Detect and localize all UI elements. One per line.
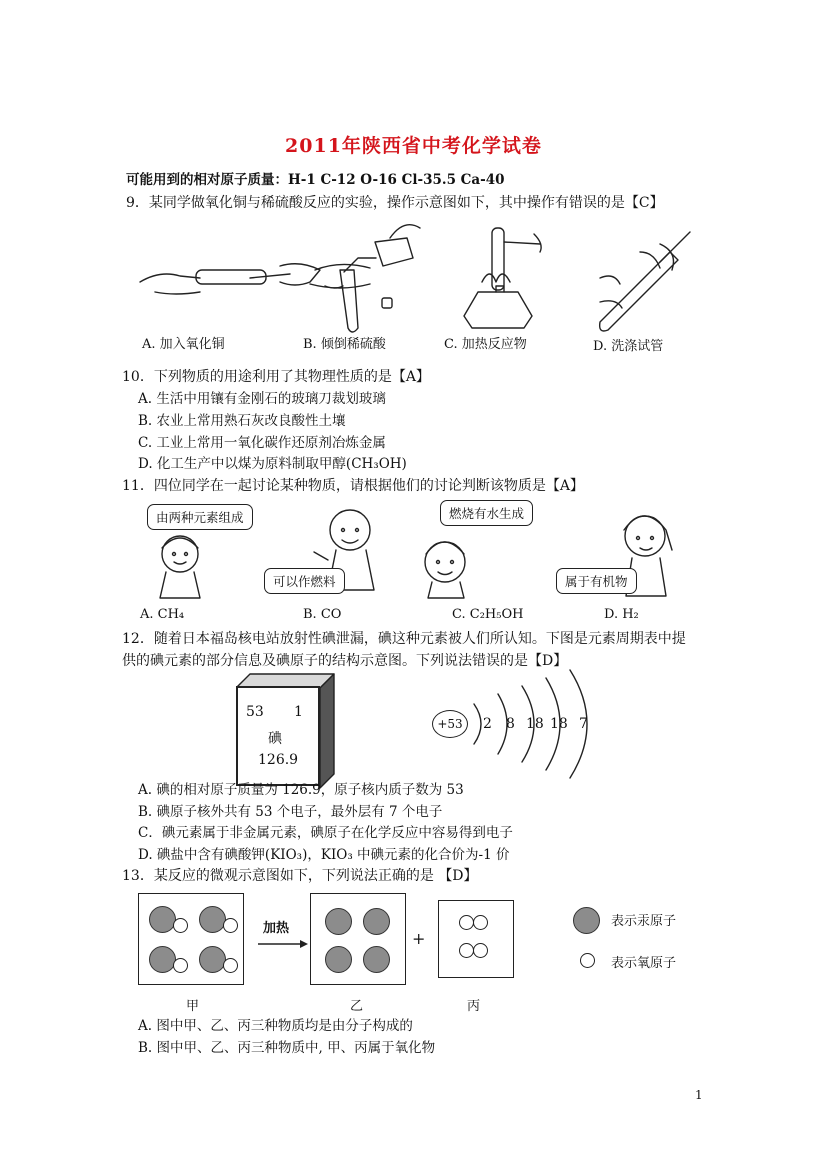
shell-1-electrons: 2 [483, 716, 492, 732]
mercury-atom [199, 946, 226, 973]
oxygen-atom [473, 943, 488, 958]
q13-option-a: A. 图中甲、乙、丙三种物质均是由分子构成的 [138, 1018, 413, 1034]
legend-mercury-icon [573, 907, 600, 934]
reactant-box-jia [138, 893, 244, 985]
heating-label: 加热 [263, 921, 290, 936]
cell-charge: 1 [294, 704, 303, 720]
legend-oxygen-icon [580, 953, 595, 968]
q11-caption-c: C. C₂H₅OH [452, 607, 524, 622]
page-title: 2011年陕西省中考化学试卷 [285, 135, 542, 157]
box-label-bing: 丙 [467, 999, 481, 1014]
oxygen-atom [459, 943, 474, 958]
q12-option-d: D. 碘盐中含有碘酸钾(KIO₃)，KIO₃ 中碘元素的化合价为-1 价 [138, 847, 510, 863]
q9-figure-d [600, 232, 690, 331]
q11-stem: 11．四位同学在一起讨论某种物质，请根据他们的讨论判断该物质是【A】 [122, 478, 584, 494]
q9-caption-a: A. 加入氧化铜 [142, 337, 225, 352]
mercury-atom [363, 946, 390, 973]
q9-caption-b: B. 倾倒稀硫酸 [303, 337, 386, 352]
product-box-yi [310, 893, 406, 985]
iodine-periodic-cell [236, 672, 322, 776]
q9-caption-d: D. 洗涤试管 [593, 339, 664, 354]
mercury-atom [325, 946, 352, 973]
q13-stem: 13．某反应的微观示意图如下，下列说法正确的是 【D】 [122, 868, 478, 884]
atom-nucleus: +53 [432, 710, 468, 738]
q10-option-d: D. 化工生产中以煤为原料制取甲醇(CH₃OH) [138, 456, 407, 472]
plus-sign: + [412, 929, 426, 948]
box-label-yi: 乙 [350, 999, 364, 1014]
oxygen-atom [473, 915, 488, 930]
q12-stem-line2: 供的碘元素的部分信息及碘原子的结构示意图。下列说法错误的是【D】 [122, 653, 568, 669]
q10-stem: 10．下列物质的用途利用了其物理性质的是【A】 [122, 369, 430, 385]
q9-figure-a [140, 264, 370, 294]
mercury-atom [149, 946, 176, 973]
shell-3-electrons: 18 [526, 716, 544, 732]
relative-atomic-masses: 可能用到的相对原子质量：H-1 C-12 O-16 Cl-35.5 Ca-40 [126, 172, 505, 188]
q12-option-c: C．碘元素属于非金属元素，碘原子在化学反应中容易得到电子 [138, 825, 513, 841]
product-box-bing [438, 900, 514, 978]
q11-caption-d: D. H₂ [604, 607, 639, 622]
q12-stem-line1: 12．随着日本福岛核电站放射性碘泄漏，碘这种元素被人们所认知。下图是元素周期表中提 [122, 631, 686, 647]
q9-stem: 9．某同学做氧化铜与稀硫酸反应的实验，操作示意图如下，其中操作有错误的是【C】 [126, 195, 664, 211]
reaction-arrow [256, 938, 310, 950]
mercury-atom [325, 908, 352, 935]
page-number: 1 [695, 1088, 703, 1102]
mercury-atom [149, 906, 176, 933]
q9-apparatus-illustrations [130, 222, 700, 340]
q10-option-c: C. 工业上常用一氧化碳作还原剂冶炼金属 [138, 435, 386, 451]
student-girl-left [160, 536, 200, 598]
q13-option-b: B. 图中甲、乙、丙三种物质中, 甲、丙属于氧化物 [138, 1040, 436, 1056]
q9-figure-c [464, 228, 541, 328]
q12-option-b: B. 碘原子核外共有 53 个电子，最外层有 7 个电子 [138, 804, 443, 820]
oxygen-atom [173, 958, 188, 973]
q11-caption-b: B. CO [303, 607, 342, 622]
element-name: 碘 [268, 731, 282, 747]
atomic-mass: 126.9 [258, 752, 299, 768]
q11-caption-a: A. CH₄ [140, 607, 185, 622]
q11-bubble-1: 由两种元素组成 [147, 504, 253, 530]
atomic-number: 53 [246, 704, 264, 720]
legend-oxygen-label: 表示氧原子 [611, 956, 677, 971]
oxygen-atom [459, 915, 474, 930]
q9-figure-b [325, 225, 420, 332]
box-label-jia: 甲 [186, 999, 200, 1014]
shell-5-electrons: 7 [579, 716, 588, 732]
legend-mercury-label: 表示汞原子 [611, 914, 677, 929]
q10-option-a: A. 生活中用镶有金刚石的玻璃刀裁划玻璃 [138, 391, 386, 407]
shell-2-electrons: 8 [506, 716, 515, 732]
shell-4-electrons: 18 [550, 716, 568, 732]
q10-option-b: B. 农业上常用熟石灰改良酸性土壤 [138, 413, 346, 429]
q11-bubble-2: 可以作燃料 [264, 568, 345, 594]
q11-bubble-3: 燃烧有水生成 [440, 500, 533, 526]
q9-caption-c: C. 加热反应物 [444, 337, 527, 352]
oxygen-atom [173, 918, 188, 933]
mercury-atom [199, 906, 226, 933]
q11-bubble-4: 属于有机物 [556, 568, 637, 594]
oxygen-atom [223, 958, 238, 973]
student-boy-c [425, 542, 465, 598]
mercury-atom [363, 908, 390, 935]
q12-option-a: A. 碘的相对原子质量为 126.9，原子核内质子数为 53 [138, 782, 464, 798]
oxygen-atom [223, 918, 238, 933]
